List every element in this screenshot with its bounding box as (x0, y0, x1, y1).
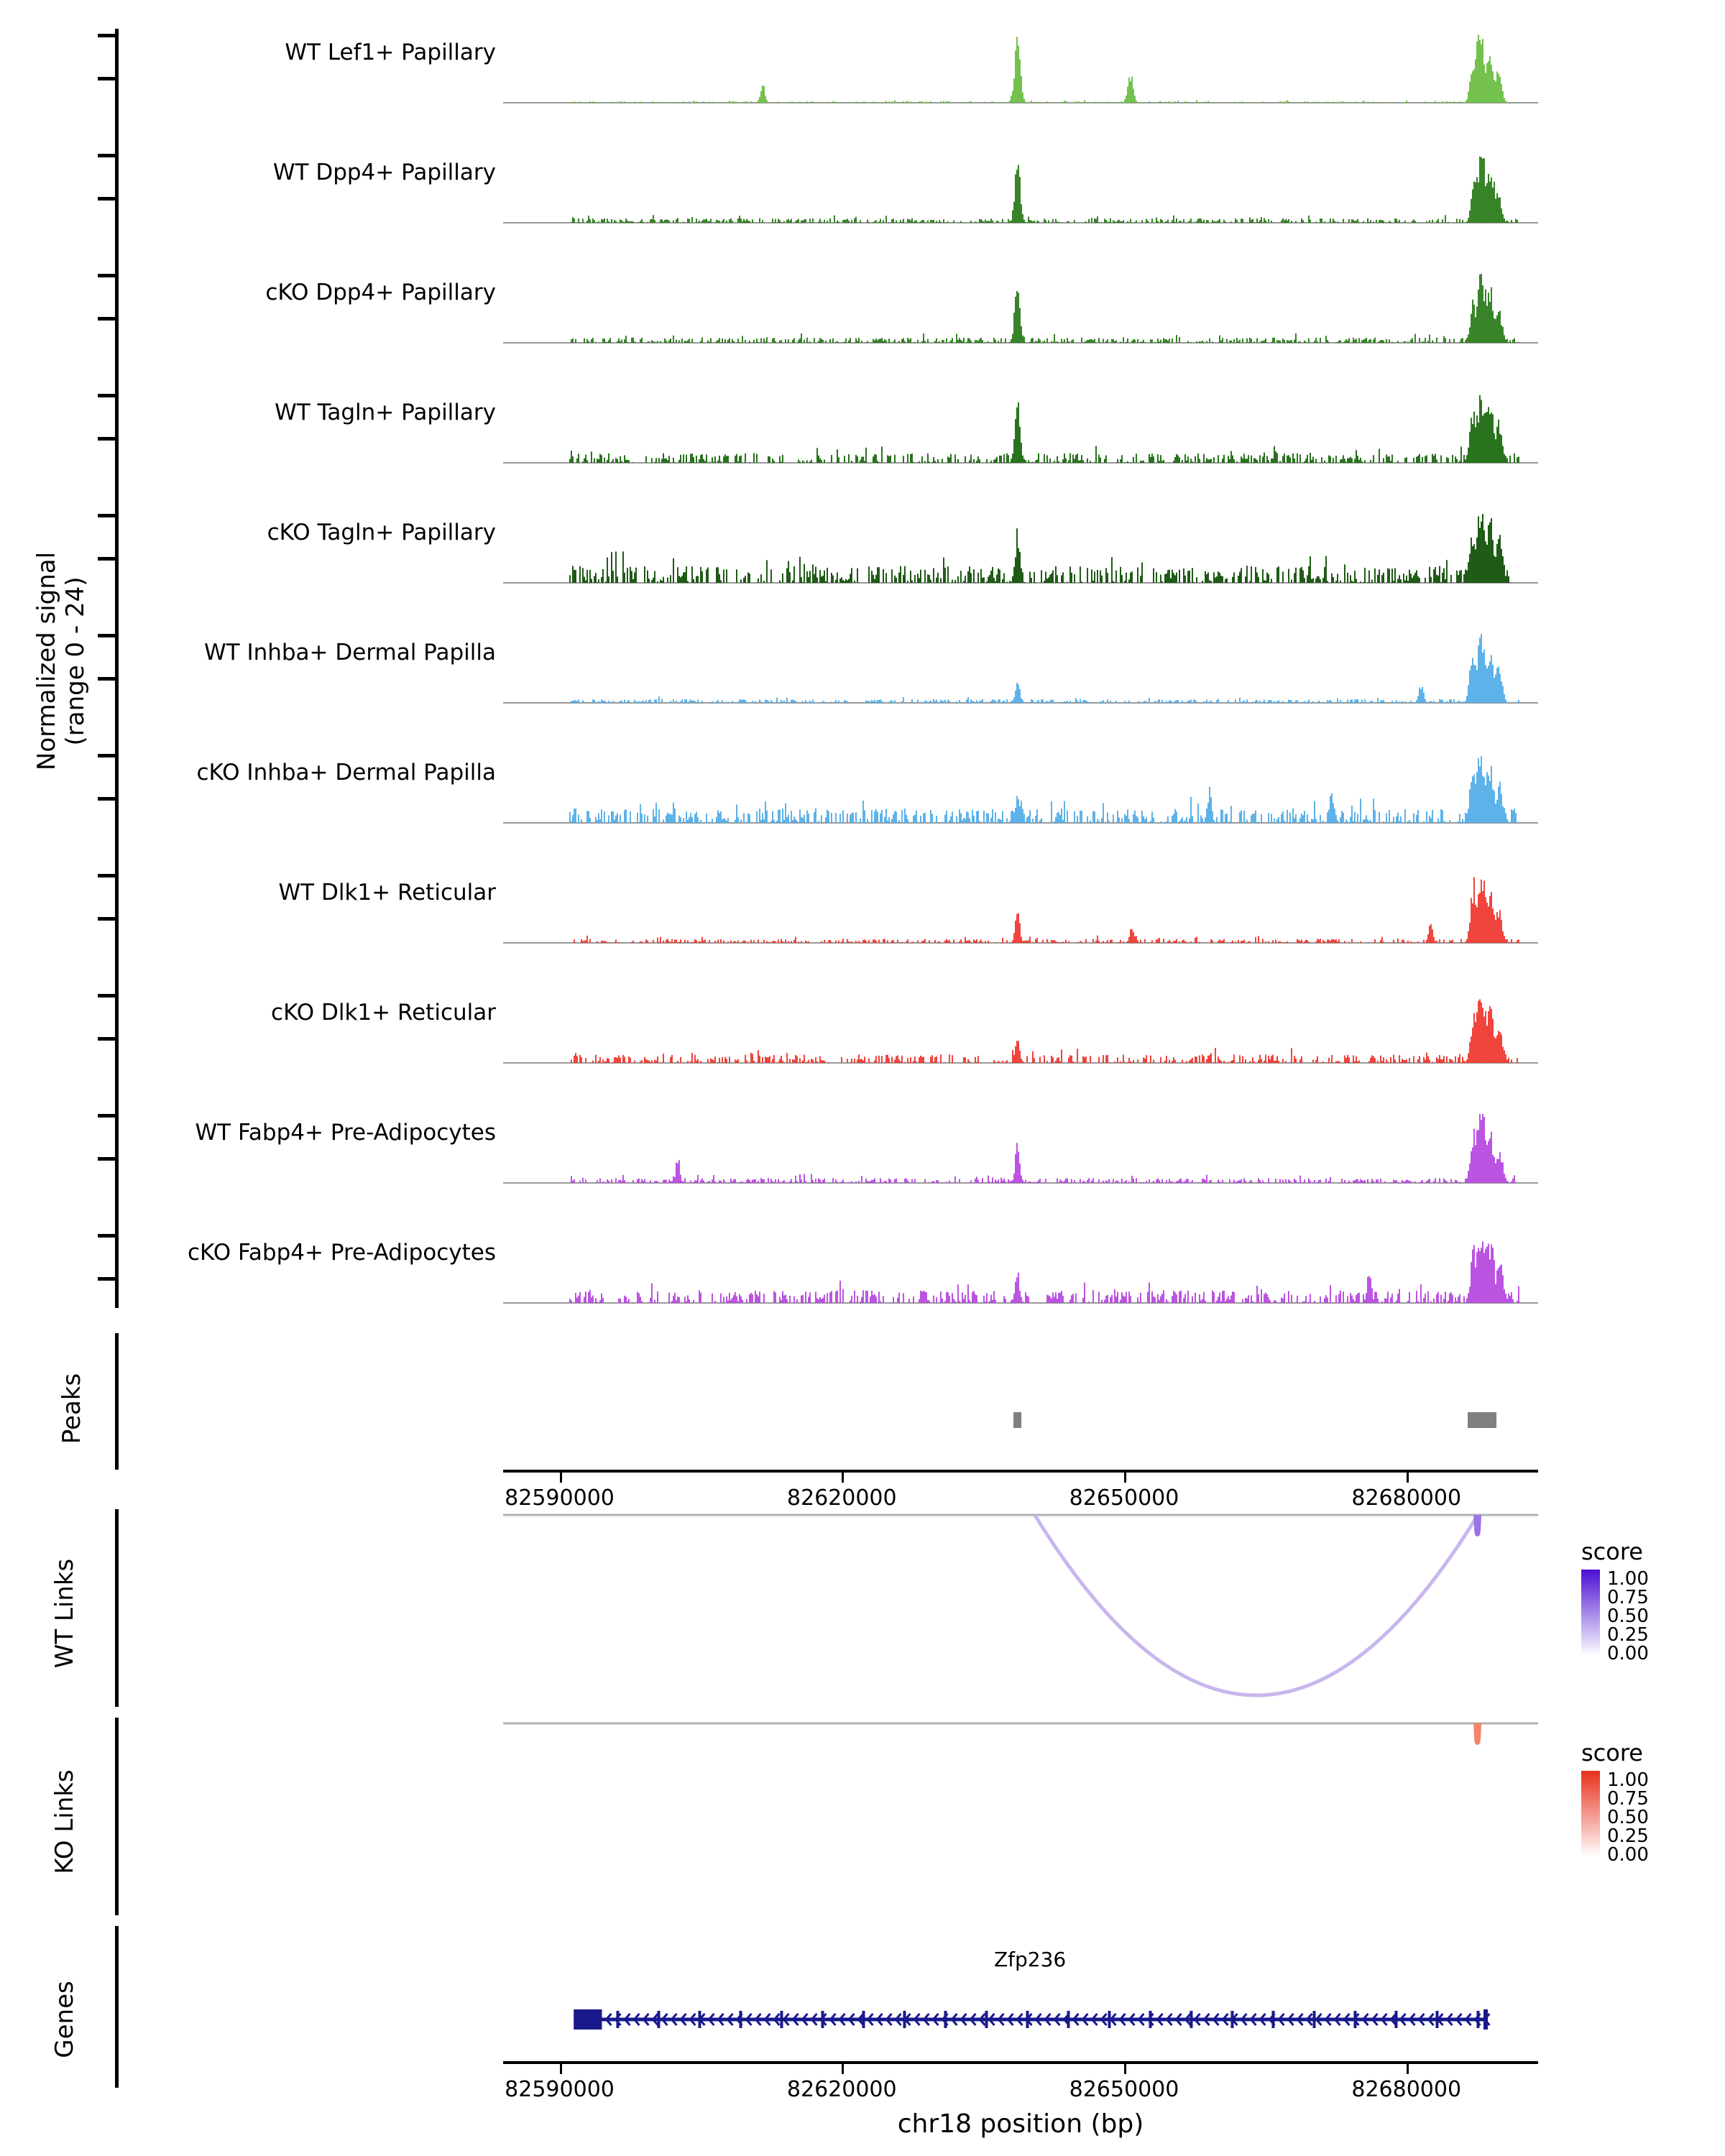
legend-tick: 0.00 (1607, 1844, 1649, 1866)
axis-tick (1407, 1473, 1409, 1483)
axis-tick (98, 1114, 116, 1118)
axis-tick-label: 82590000 (505, 2077, 615, 2102)
axis-tick-label: 82650000 (1069, 2077, 1179, 2102)
ko-links-spine (115, 1718, 119, 1915)
ko-links-panel (503, 1718, 1538, 1915)
ko-links-legend (1581, 1739, 1649, 1866)
axis-title: chr18 position (bp) (897, 2109, 1144, 2139)
peaks-spine (115, 1333, 119, 1470)
wt-links-section-label: WT Links (50, 1558, 79, 1669)
coverage-track (503, 272, 1538, 344)
axis-tick (98, 634, 116, 637)
peaks-section-label: Peaks (58, 1373, 86, 1445)
wt-links-panel (503, 1509, 1538, 1707)
wt-links-legend-ticks (1607, 1570, 1649, 1662)
peak-marker (1468, 1412, 1497, 1428)
legend-tick: 1.00 (1607, 1568, 1649, 1590)
axis-tick (98, 77, 116, 80)
axis-tick (98, 1277, 116, 1281)
legend-tick: 0.25 (1607, 1624, 1649, 1646)
axis-tick (842, 2064, 844, 2074)
peak-marker (1013, 1412, 1022, 1428)
legend-tick: 0.25 (1607, 1825, 1649, 1847)
axis-tick (98, 317, 116, 321)
coverage-track (503, 632, 1538, 704)
axis-tick (98, 154, 116, 157)
track-label: WT Dlk1+ Reticular (278, 880, 496, 906)
axis-tick (1124, 2064, 1126, 2074)
coverage-track (503, 32, 1538, 104)
axis-tick (98, 754, 116, 757)
track-label: cKO Inhba+ Dermal Papilla (196, 760, 496, 786)
axis-tick (1124, 1473, 1126, 1483)
axis-tick (98, 1157, 116, 1161)
wt-links-legend-gradient (1581, 1570, 1600, 1656)
coverage-track (503, 512, 1538, 584)
genes-panel (503, 1991, 1538, 2063)
axis-tick (842, 1473, 844, 1483)
track-label: WT Dpp4+ Papillary (272, 160, 496, 185)
axis-tick (98, 274, 116, 277)
axis-tick (1407, 2064, 1409, 2074)
axis-tick (560, 1473, 562, 1483)
ko-links-section-label: KO Links (50, 1769, 79, 1874)
axis-tick (98, 394, 116, 397)
axis-tick (98, 557, 116, 561)
legend-tick: 1.00 (1607, 1769, 1649, 1791)
ko-links-legend-gradient (1581, 1771, 1600, 1857)
gene-name-label: Zfp236 (993, 1948, 1067, 1971)
track-label: WT Tagln+ Papillary (275, 400, 496, 425)
wt-links-legend-title: score (1581, 1538, 1643, 1565)
axis-tick-label: 82650000 (1069, 1485, 1179, 1511)
wt-links-legend (1581, 1538, 1649, 1662)
legend-tick: 0.50 (1607, 1807, 1649, 1828)
legend-tick: 0.50 (1607, 1606, 1649, 1627)
track-label: WT Inhba+ Dermal Papilla (204, 640, 496, 665)
axis-tick-label: 82680000 (1351, 2077, 1462, 2102)
genes-spine (115, 1926, 119, 2088)
coverage-track (503, 872, 1538, 944)
axis-tick (98, 437, 116, 441)
axis-tick (98, 874, 116, 877)
coverage-track (503, 752, 1538, 824)
ko-links-legend-title: score (1581, 1739, 1643, 1766)
axis-tick (98, 1037, 116, 1041)
track-label: cKO Tagln+ Papillary (267, 520, 496, 545)
track-label: WT Fabp4+ Pre-Adipocytes (195, 1120, 496, 1146)
coverage-track (503, 392, 1538, 464)
axis-tick-label: 82680000 (1351, 1485, 1462, 1511)
axis-tick (98, 514, 116, 517)
coverage-track (503, 992, 1538, 1064)
track-label: WT Lef1+ Papillary (285, 40, 496, 65)
track-label: cKO Dlk1+ Reticular (271, 1000, 496, 1026)
axis-tick (560, 2064, 562, 2074)
axis-tick-label: 82620000 (786, 2077, 897, 2102)
y-axis-label-line1: Normalized signal (32, 551, 61, 771)
genes-section-label: Genes (50, 1981, 79, 2058)
axis-tick (98, 34, 116, 37)
axis-tick-label: 82590000 (505, 1485, 615, 1511)
axis-tick (98, 797, 116, 801)
coverage-track (503, 1112, 1538, 1184)
track-label: cKO Fabp4+ Pre-Adipocytes (188, 1240, 496, 1266)
legend-tick: 0.00 (1607, 1643, 1649, 1664)
y-axis-label-line2: (range 0 - 24) (61, 576, 90, 746)
axis-tick-label: 82620000 (786, 1485, 897, 1511)
coverage-track (503, 152, 1538, 224)
coverage-track (503, 1233, 1538, 1304)
peaks-panel (503, 1333, 1538, 1470)
wt-links-spine (115, 1509, 119, 1707)
legend-tick: 0.75 (1607, 1587, 1649, 1608)
axis-line (503, 2061, 1538, 2064)
axis-tick (98, 197, 116, 201)
ko-links-legend-ticks (1607, 1769, 1649, 1866)
axis-tick (98, 1234, 116, 1238)
axis-line (503, 1470, 1538, 1473)
legend-tick: 0.75 (1607, 1788, 1649, 1810)
axis-tick (98, 994, 116, 998)
axis-tick (98, 917, 116, 921)
y-axis-label (32, 446, 90, 877)
track-label: cKO Dpp4+ Papillary (265, 280, 496, 305)
axis-tick (98, 677, 116, 681)
